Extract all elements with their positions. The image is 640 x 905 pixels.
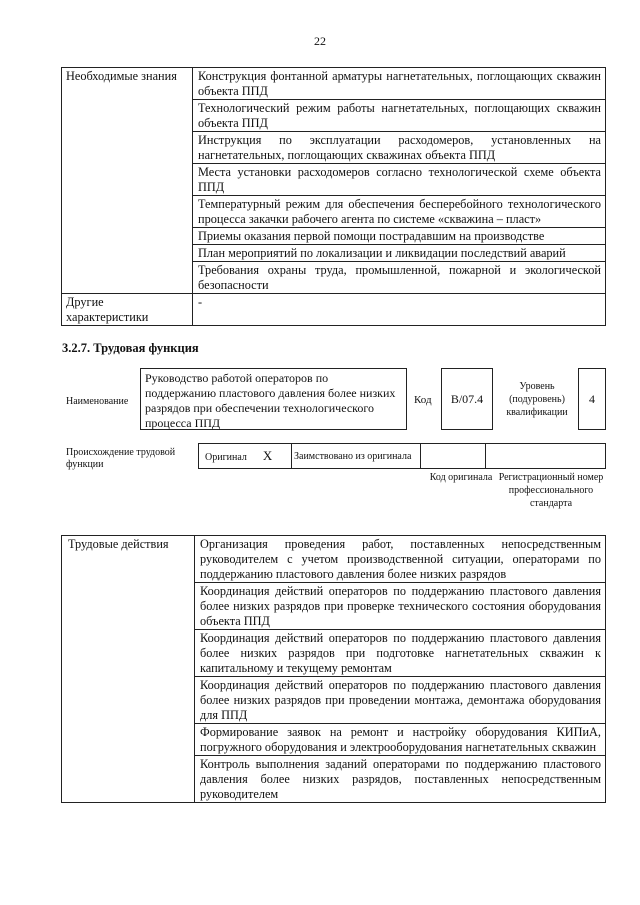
other-characteristics-label: Другие характеристики (62, 294, 193, 326)
table-row (62, 536, 606, 583)
section-heading: 3.2.7. Трудовая функция (62, 341, 199, 355)
knowledge-item: Требования охраны труда, промышленной, пожарной и экологической безопасности (193, 262, 606, 294)
actions-table (61, 535, 606, 803)
action-item: Координация действий операторов по поддержанию пластового давления более низких разрядов при проведении монтажа, демонтажа оборудования для ППД (195, 677, 606, 724)
actions-label: Трудовые действия (62, 536, 195, 803)
reg-number-cell (486, 444, 606, 469)
borrowed-label: Заимствовано из оригинала (294, 450, 412, 462)
original-label: Оригинал (205, 452, 247, 463)
qualification-level-box: 4 (578, 368, 606, 430)
action-item: Координация действий операторов по поддержанию пластового давления более низких разрядов при проверке технического состояния оборудования объекта ППД (195, 583, 606, 630)
knowledge-item: Температурный режим для обеспечения бесперебойного технологического процесса закачки рабочего агента по системе «скважина – пласт» (193, 196, 606, 228)
knowledge-item: Приемы оказания первой помощи пострадавшим на производстве (193, 228, 606, 245)
page-number: 22 (314, 34, 326, 48)
knowledge-item: Места установки расходомеров согласно технологической схеме объекта ППД (193, 164, 606, 196)
other-characteristics-value: - (193, 294, 606, 326)
borrowed-cell (292, 444, 421, 469)
original-mark: X (262, 448, 273, 463)
name-label: Наименование (66, 396, 129, 407)
original-cell (199, 444, 292, 469)
knowledge-table (61, 67, 606, 326)
table-row (62, 294, 606, 326)
action-item: Формирование заявок на ремонт и настройку оборудования КИПиА, погружного оборудования и электрооборудования нагнетательных скважин (195, 724, 606, 756)
action-item: Контроль выполнения заданий операторами по поддержанию пластового давления более низких разрядов, поставленных непосредственным руководителем (195, 756, 606, 803)
reg-number-caption: Регистрационный номер профессионального стандарта (498, 472, 604, 509)
origin-table (198, 443, 606, 469)
code-box: B/07.4 (441, 368, 493, 430)
function-name-box: Руководство работой операторов по поддержанию пластового давления более низких разрядов при обеспечении технологического процесса ППД (140, 368, 407, 430)
knowledge-label: Необходимые знания (62, 68, 193, 294)
code-label: Код (414, 394, 432, 406)
table-row (62, 68, 606, 100)
table-row (199, 444, 606, 469)
knowledge-item: Технологический режим работы нагнетательных, поглощающих скважин объекта ППД (193, 100, 606, 132)
action-item: Координация действий операторов по поддержанию пластового давления более низких разрядов при подготовке нагнетательных скважин к капитальному и текущему ремонтам (195, 630, 606, 677)
qualification-level-label: Уровень (подуровень) квалификации (506, 381, 568, 418)
origin-code-caption: Код оригинала (429, 472, 493, 483)
origin-code-cell (421, 444, 486, 469)
knowledge-item: План мероприятий по локализации и ликвидации последствий аварий (193, 245, 606, 262)
origin-label: Происхождение трудовой функции (66, 447, 176, 470)
knowledge-item: Конструкция фонтанной арматуры нагнетательных, поглощающих скважин объекта ППД (193, 68, 606, 100)
action-item: Организация проведения работ, поставленных непосредственным руководителем с учетом производственной ситуации, операторами по поддержанию пластового давления более низких разрядов (195, 536, 606, 583)
knowledge-item: Инструкция по эксплуатации расходомеров, установленных на нагнетательных, поглощающих скважинах объекта ППД (193, 132, 606, 164)
